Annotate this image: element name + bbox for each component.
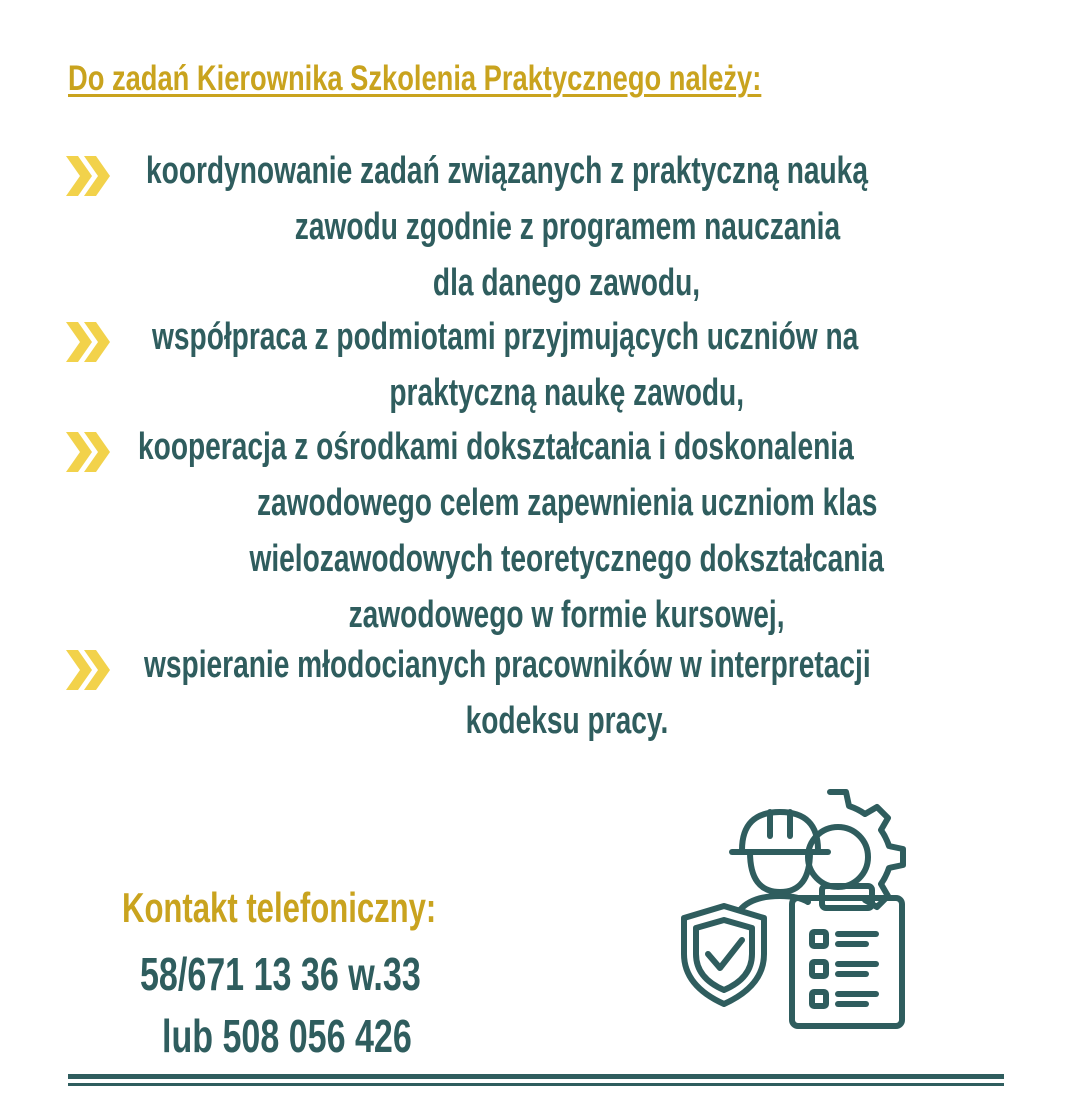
list-item-3-line-1: kooperacja z ośrodkami dokształcania i doskonalenia xyxy=(138,426,854,468)
list-item-1-line-1: koordynowanie zadań związanych z praktyczną nauką xyxy=(146,150,868,192)
double-chevron-right-icon xyxy=(66,650,114,690)
contact-title: Kontakt telefoniczny: xyxy=(122,884,437,931)
double-chevron-right-icon xyxy=(66,322,114,362)
bottom-divider-thin xyxy=(68,1083,1004,1086)
double-chevron-right-icon xyxy=(66,432,114,472)
bottom-divider-thick xyxy=(68,1074,1004,1079)
contact-phone-secondary: lub 508 056 426 xyxy=(162,1010,412,1062)
list-item-2-line-2: praktyczną naukę zawodu, xyxy=(389,372,745,414)
list-item-1-line-3: dla danego zawodu, xyxy=(433,262,701,304)
double-chevron-right-icon xyxy=(66,156,114,196)
list-item-4-line-2: kodeksu pracy. xyxy=(465,700,669,742)
list-item-3-line-3: wielozawodowych teoretycznego dokształcania xyxy=(249,538,885,580)
list-item-3-line-4: zawodowego w formie kursowej, xyxy=(349,594,785,636)
list-item-3-line-2: zawodowego celem zapewnienia uczniom klas xyxy=(256,482,878,524)
contact-phone-primary: 58/671 13 36 w.33 xyxy=(140,948,421,1000)
worker-helmet-gear-checklist-shield-icon xyxy=(680,780,920,1040)
page-heading: Do zadań Kierownika Szkolenia Praktycznego należy: xyxy=(68,59,762,98)
list-item-1-line-2: zawodu zgodnie z programem nauczania xyxy=(294,206,840,248)
list-item-2-line-1: współpraca z podmiotami przyjmujących uczniów na xyxy=(152,316,859,358)
heading-container xyxy=(68,55,1004,110)
list-item-4-line-1: wspieranie młodocianych pracowników w interpretacji xyxy=(144,644,871,686)
